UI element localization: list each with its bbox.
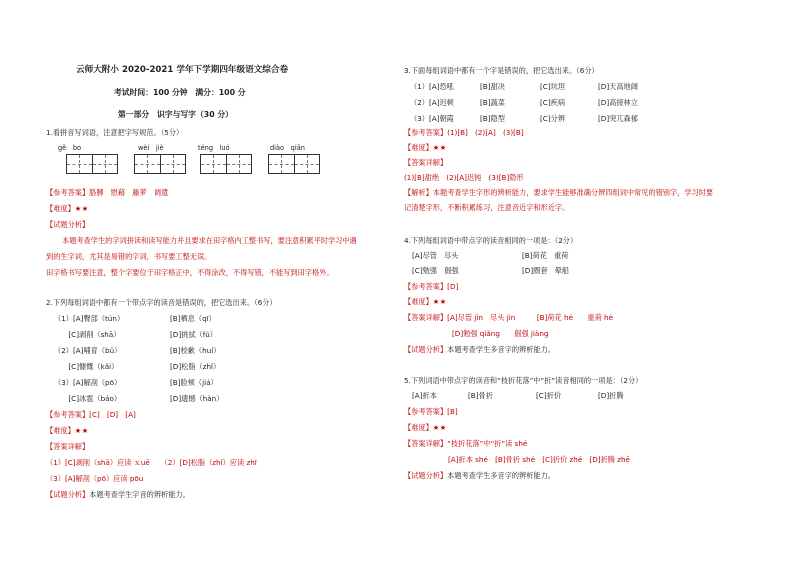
q1-answer bbox=[46, 188, 168, 197]
q3-detail: (1)[B]甜绝 (2)[A]迟钝 (3)[B]隐形 bbox=[404, 173, 524, 182]
exam-time: 考试时间：100 分钟 满分：100 分 bbox=[114, 88, 246, 97]
answer-text: [D] bbox=[447, 282, 459, 291]
q1-analysis-label: 【试题分析】 bbox=[46, 220, 90, 229]
answer-label: 【参考答案】 bbox=[404, 128, 448, 137]
q2-analysis bbox=[46, 490, 190, 499]
q3-detail-label: 【答案详解】 bbox=[404, 158, 448, 167]
q5-difficulty bbox=[404, 423, 447, 432]
q3-option: [B]隐型 bbox=[480, 114, 505, 123]
q2-option: [C]冰雹（báo） bbox=[54, 394, 122, 403]
analysis-text: 本题考查学生字形的辨析能力，要求学生能够准确分辨四组词中常见的错别字，学习时要 bbox=[432, 188, 714, 197]
q2-option: [B]栖息（qī） bbox=[170, 314, 216, 323]
q2-option: [D]挑拭（fú） bbox=[170, 330, 217, 339]
q1-difficulty bbox=[46, 204, 89, 213]
q5-option: [B]骨折 bbox=[468, 391, 493, 400]
tianzige-box[interactable] bbox=[268, 154, 320, 174]
answer-text: [C] [D] [A] bbox=[89, 410, 136, 419]
section-title: 第一部分 识字与写字（30 分） bbox=[118, 110, 233, 119]
q1-stem: 1.看拼音写词语，注意把字写规范。（5分） bbox=[46, 128, 184, 137]
q3-option: [B]蔬菜 bbox=[480, 98, 505, 107]
answer-label: 【参考答案】 bbox=[46, 410, 90, 419]
detail-text: “枝折花落”中“折”读 shé bbox=[447, 439, 528, 448]
q3-difficulty bbox=[404, 143, 447, 152]
detail-text: [A]尽管 jǐn 尽头 jìn [B]荷花 hé 重荷 hè bbox=[447, 313, 614, 322]
analysis-label: 【试题分析】 bbox=[404, 471, 448, 480]
q5-analysis bbox=[404, 471, 555, 480]
exam-title: 云师大附小 2020-2021 学年下学期四年级语文综合卷 bbox=[76, 65, 289, 75]
analysis-text: 本题考查学生多音字的辨析能力。 bbox=[447, 471, 555, 480]
difficulty-label: 【难度】 bbox=[46, 204, 75, 213]
answer-label: 【参考答案】 bbox=[404, 407, 448, 416]
q2-option: [B]脸颊（jiá） bbox=[170, 378, 218, 387]
q2-option: [C]慷慨（kǎi） bbox=[54, 362, 119, 371]
q2-option: [B]校歉（huí） bbox=[170, 346, 221, 355]
answer-text: [B] bbox=[447, 407, 458, 416]
q4-option: [D]圈套 晕船 bbox=[522, 266, 570, 275]
q2-answer bbox=[46, 410, 136, 419]
answer-text: 胳膊 慰藉 藤萝 调遣 bbox=[89, 188, 169, 197]
q5-option: [D]折腾 bbox=[598, 391, 624, 400]
q2-detail-line: （3）[A]解剖（pō）应读 pōu bbox=[46, 474, 144, 483]
answer-label: 【参考答案】 bbox=[404, 282, 448, 291]
difficulty-stars: ★★ bbox=[432, 423, 447, 432]
q1-analysis-line: 到的生字词，尤其是易错的字词，书写要工整无误。 bbox=[46, 252, 212, 261]
tianzige-box[interactable] bbox=[134, 154, 186, 174]
analysis-text: 本题考查学生多音字的辨析能力。 bbox=[447, 345, 555, 354]
q4-stem: 4.下列每组词语中带点字的读音相同的一项是：（2分） bbox=[404, 236, 578, 245]
q4-answer bbox=[404, 282, 458, 291]
tianzige-box[interactable] bbox=[66, 154, 118, 174]
q2-difficulty bbox=[46, 426, 89, 435]
q4-difficulty bbox=[404, 297, 447, 306]
q3-answer bbox=[404, 128, 524, 137]
analysis-label: 【解析】 bbox=[404, 188, 433, 197]
q2-detail-line: （1）[C]剥削（shā）应读 ｘuē （2）[D]松脂（zhǐ）应读 zhī bbox=[46, 458, 257, 467]
q4-detail bbox=[404, 313, 613, 322]
q4-analysis bbox=[404, 345, 555, 354]
q3-option: （3）[A]朝霞 bbox=[410, 114, 454, 123]
q2-option: [D]遗憾（hàn） bbox=[170, 394, 224, 403]
tianzige-box[interactable] bbox=[200, 154, 252, 174]
q5-answer bbox=[404, 407, 458, 416]
q1-pinyin-1: gě bo bbox=[58, 144, 82, 152]
q5-option: [A]折本 bbox=[412, 391, 437, 400]
difficulty-label: 【难度】 bbox=[404, 143, 433, 152]
q3-option: [C]疾病 bbox=[540, 98, 566, 107]
q2-option: （3）[A]解剖（pō） bbox=[54, 378, 122, 387]
q3-option: [C]坑坦 bbox=[540, 82, 566, 91]
difficulty-label: 【难度】 bbox=[46, 426, 75, 435]
q2-option: （1）[A]臀部（tún） bbox=[54, 314, 125, 323]
q1-pinyin-2: wèi jiè bbox=[138, 144, 164, 152]
difficulty-label: 【难度】 bbox=[404, 423, 433, 432]
difficulty-stars: ★★ bbox=[432, 143, 447, 152]
analysis-text: 本题考查学生字音的辨析能力。 bbox=[89, 490, 190, 499]
q3-option: [B]甜决 bbox=[480, 82, 505, 91]
q3-option: （1）[A]恐吼 bbox=[410, 82, 454, 91]
answer-label: 【参考答案】 bbox=[46, 188, 90, 197]
q1-pinyin-4: diào qiǎn bbox=[270, 144, 305, 152]
q3-option: （2）[A]迟顿 bbox=[410, 98, 454, 107]
analysis-label: 【试题分析】 bbox=[46, 490, 90, 499]
q5-stem: 5.下列词语中带点字的读音和“枝折花落”中“折”读音相同的一项是：（2分） bbox=[404, 376, 643, 385]
detail-label: 【答案详解】 bbox=[404, 439, 448, 448]
q5-detail bbox=[404, 439, 527, 448]
detail-label: 【答案详解】 bbox=[404, 313, 448, 322]
difficulty-stars: ★★ bbox=[432, 297, 447, 306]
q2-detail-label: 【答案详解】 bbox=[46, 442, 90, 451]
q1-pinyin-3: téng luó bbox=[198, 144, 230, 152]
q2-option: [D]松脂（zhǐ） bbox=[170, 362, 221, 371]
analysis-label: 【试题分析】 bbox=[404, 345, 448, 354]
q4-option: [A]尽管 尽头 bbox=[412, 251, 459, 260]
q5-option: [C]折价 bbox=[536, 391, 562, 400]
difficulty-label: 【难度】 bbox=[404, 297, 433, 306]
q1-analysis-line: 田字格书写要注意，整个字要位于田字格正中，不得涂改，不得写错，不能写到田字格外。 bbox=[46, 268, 334, 277]
answer-text: (1)[B] (2)[A] (3)[B] bbox=[447, 128, 524, 137]
q1-analysis-line: 本题考查学生的字词拼读和读写能力并且要求在田字格内工整书写，要注意积累平时学习中遇 bbox=[62, 236, 357, 245]
q3-analysis bbox=[404, 188, 713, 197]
difficulty-stars: ★★ bbox=[74, 426, 89, 435]
q4-option: [C]勉强 倔强 bbox=[412, 266, 459, 275]
q3-option: [D]天高地阔 bbox=[598, 82, 638, 91]
q3-option: [C]分辨 bbox=[540, 114, 566, 123]
q2-option: （2）[A]哺育（bǔ） bbox=[54, 346, 122, 355]
difficulty-stars: ★★ bbox=[74, 204, 89, 213]
q2-stem: 2.下列每组词语中都有一个带点字的读音是错误的，把它选出来。（6分） bbox=[46, 298, 277, 307]
q4-detail-line: [D]勉强 qiǎng 倔强 jiàng bbox=[452, 329, 549, 338]
q3-option: [D]突兀森郁 bbox=[598, 114, 638, 123]
q3-analysis-line: 记清楚字形，不断积累练习，注意音近字和形近字。 bbox=[404, 203, 570, 212]
q2-option: [C]剥削（shā） bbox=[54, 330, 121, 339]
q5-detail-line: [A]折本 shé [B]骨折 shé [C]折价 zhé [D]折腾 zhē bbox=[448, 455, 630, 464]
q3-stem: 3.下面每组词语中都有一个字是错误的，把它选出来。（6分） bbox=[404, 66, 599, 75]
q3-option: [D]高接林立 bbox=[598, 98, 638, 107]
q4-option: [B]荷花 重荷 bbox=[522, 251, 569, 260]
